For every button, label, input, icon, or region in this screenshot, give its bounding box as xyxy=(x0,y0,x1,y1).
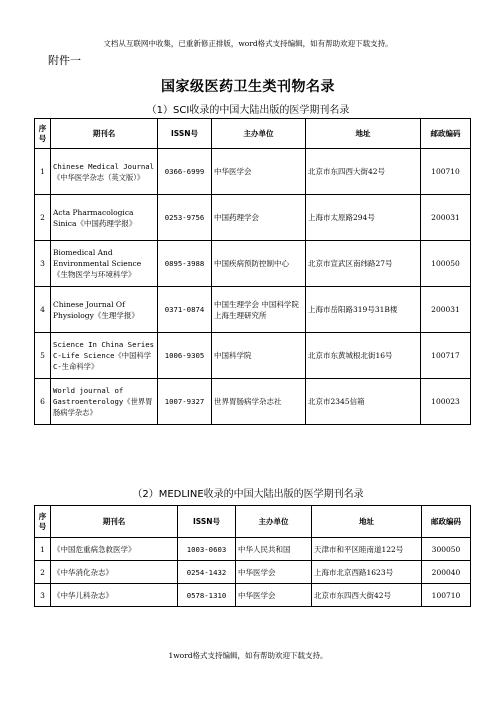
cell-sponsor: 中华人民共和国 xyxy=(236,538,312,561)
table-row xyxy=(35,195,471,241)
cell-no: 6 xyxy=(35,379,51,425)
cell-no: 1 xyxy=(35,538,51,561)
cell-postcode: 100717 xyxy=(421,333,471,379)
cell-issn: 1006-9305 xyxy=(158,333,212,379)
col-header-sponsor: 主办单位 xyxy=(236,506,312,538)
section1-title: （1）SCI收录的中国大陆出版的医学期刊名录 xyxy=(146,105,350,116)
col-header-no: 序号 xyxy=(35,119,51,149)
col-header-name: 期刊名 xyxy=(51,119,158,149)
cell-postcode: 100050 xyxy=(421,241,471,287)
col-header-no: 序号 xyxy=(35,506,51,538)
cell-name: Biomedical And Environmental Science《生物医学与环境科学》 xyxy=(51,241,158,287)
cell-address: 北京市2345信箱 xyxy=(306,379,421,425)
table-header-row xyxy=(35,119,471,149)
cell-issn: 1003-0603 xyxy=(178,538,236,561)
cell-issn: 0366-6999 xyxy=(158,149,212,195)
cell-sponsor: 中国生理学会 中国科学院上海生理研究所 xyxy=(212,287,306,333)
cell-postcode: 200031 xyxy=(421,287,471,333)
col-header-postcode: 邮政编码 xyxy=(421,119,471,149)
cell-address: 天津市和平区睦南道122号 xyxy=(312,538,422,561)
attachment-label: 附件一 xyxy=(48,54,81,67)
header-note: 文档从互联网中收集，已重新修正排版，word格式支持编辑，如有帮助欢迎下载支持。 xyxy=(103,39,393,48)
cell-postcode: 200031 xyxy=(421,195,471,241)
cell-postcode: 100710 xyxy=(421,149,471,195)
table-row xyxy=(35,561,471,584)
cell-no: 3 xyxy=(35,584,51,607)
cell-no: 5 xyxy=(35,333,51,379)
cell-sponsor: 中国药理学会 xyxy=(212,195,306,241)
table-row xyxy=(35,287,471,333)
table-row xyxy=(35,149,471,195)
col-header-postcode: 邮政编码 xyxy=(422,506,471,538)
cell-sponsor: 中华医学会 xyxy=(236,584,312,607)
cell-postcode: 100023 xyxy=(421,379,471,425)
cell-no: 3 xyxy=(35,241,51,287)
col-header-name: 期刊名 xyxy=(51,506,178,538)
section2-title: （2）MEDLINE收录的中国大陆出版的医学期刊名录 xyxy=(132,489,364,500)
cell-issn: 0253-9756 xyxy=(158,195,212,241)
footer-note: 1word格式支持编辑，如有帮助欢迎下载支持。 xyxy=(168,651,328,660)
table-header-row xyxy=(35,506,471,538)
cell-issn: 0254-1432 xyxy=(178,561,236,584)
cell-no: 2 xyxy=(35,561,51,584)
cell-no: 4 xyxy=(35,287,51,333)
cell-no: 2 xyxy=(35,195,51,241)
table-row xyxy=(35,538,471,561)
cell-sponsor: 世界胃肠病学杂志社 xyxy=(212,379,306,425)
cell-address: 上海市太原路294号 xyxy=(306,195,421,241)
table-row xyxy=(35,379,471,425)
cell-postcode: 300050 xyxy=(422,538,471,561)
cell-issn: 1007-9327 xyxy=(158,379,212,425)
cell-name: Acta Pharmacologica Sinica《中国药理学报》 xyxy=(51,195,158,241)
cell-sponsor: 中华医学会 xyxy=(212,149,306,195)
medline-journal-table xyxy=(34,505,471,607)
cell-name: 《中华儿科杂志》 xyxy=(51,584,178,607)
cell-address: 北京市宣武区南纬路27号 xyxy=(306,241,421,287)
table-row xyxy=(35,584,471,607)
cell-address: 上海市北京西路1623号 xyxy=(312,561,422,584)
cell-issn: 0578-1310 xyxy=(178,584,236,607)
cell-postcode: 100710 xyxy=(422,584,471,607)
cell-issn: 0895-3988 xyxy=(158,241,212,287)
cell-postcode: 200040 xyxy=(422,561,471,584)
col-header-address: 地址 xyxy=(312,506,422,538)
cell-sponsor: 中国科学院 xyxy=(212,333,306,379)
cell-name: Chinese Journal Of Physiology《生理学报》 xyxy=(51,287,158,333)
cell-issn: 0371-0874 xyxy=(158,287,212,333)
cell-no: 1 xyxy=(35,149,51,195)
table-row xyxy=(35,333,471,379)
cell-name: Science In China Series C-Life Science《中国科学C-生命科学》 xyxy=(51,333,158,379)
cell-name: 《中国危重病急救医学》 xyxy=(51,538,178,561)
cell-name: Chinese Medical Journal《中华医学杂志（英文版）》 xyxy=(51,149,158,195)
sci-journal-table xyxy=(34,118,471,425)
cell-address: 上海市岳阳路319号31B楼 xyxy=(306,287,421,333)
cell-sponsor: 中国疾病预防控制中心 xyxy=(212,241,306,287)
cell-sponsor: 中华医学会 xyxy=(236,561,312,584)
cell-name: 《中华消化杂志》 xyxy=(51,561,178,584)
cell-address: 北京市东四西大街42号 xyxy=(312,584,422,607)
cell-address: 北京市东四西大街42号 xyxy=(306,149,421,195)
col-header-sponsor: 主办单位 xyxy=(212,119,306,149)
table-row xyxy=(35,241,471,287)
col-header-address: 地址 xyxy=(306,119,421,149)
col-header-issn: ISSN号 xyxy=(158,119,212,149)
col-header-issn: ISSN号 xyxy=(178,506,236,538)
page-title: 国家级医药卫生类刊物名录 xyxy=(161,79,335,95)
cell-name: World journal of Gastroenterology《世界胃肠病学杂志》 xyxy=(51,379,158,425)
cell-address: 北京市东黄城根北街16号 xyxy=(306,333,421,379)
